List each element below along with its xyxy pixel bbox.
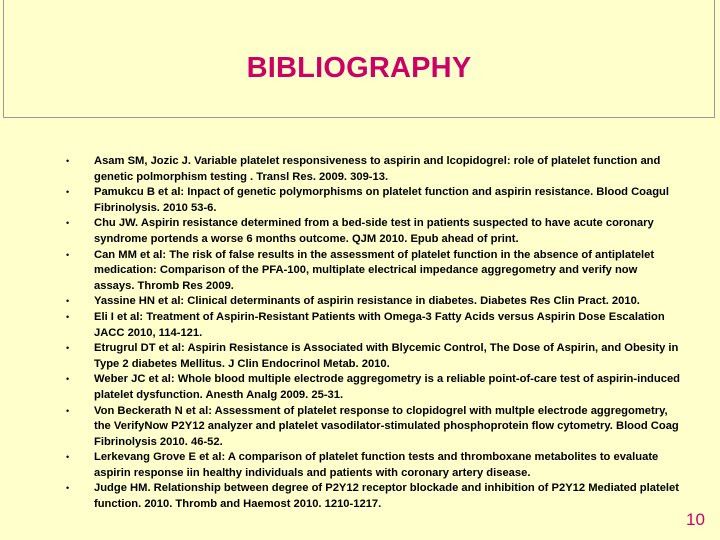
- bullet-icon: •: [66, 483, 70, 494]
- reference-item: [0, 216, 680, 247]
- bullet-icon: •: [66, 249, 70, 260]
- reference-item: [0, 294, 680, 310]
- bullet-icon: •: [66, 296, 70, 307]
- reference-text: Eli I et al: Treatment of Aspirin-Resistant Patients with Omega-3 Fatty Acids versus Aspirin Dose Escalation JACC 2010, 114-121.: [94, 310, 665, 339]
- reference-text: Pamukcu B et al: Inpact of genetic polymorphisms on platelet function and aspirin resistance. Blood Coagul Fibrinolysis. 2010 53-6.: [94, 186, 670, 214]
- bullet-icon: •: [66, 311, 70, 322]
- reference-text: Judge HM. Relationship between degree of P2Y12 receptor blockade and inhibition of P2Y12 Mediated platelet function. 2010. Thromb and Haemost 2010. 1210-1217.: [94, 482, 679, 511]
- reference-item: [0, 154, 680, 185]
- reference-text: Lerkevang Grove E et al: A comparison of platelet function tests and thromboxane metabolites to evaluate aspirin response iin healthy individuals and patients with coronary artery disease.: [94, 451, 659, 479]
- reference-text: Asam SM, Jozic J. Variable platelet responsiveness to aspirin and lcopidogrel: role of platelet function and genetic polmorphism testing . Transl Res. 2009. 309-13.: [94, 155, 661, 183]
- bullet-icon: •: [66, 156, 70, 166]
- reference-text: Yassine HN et al: Clinical determinants of aspirin resistance in diabetes. Diabetes Res Clin Pract. 2010.: [94, 295, 640, 308]
- reference-text: Can MM et al: The risk of false results in the assessment of platelet function in the absence of antiplatelet medication: Comparison of the PFA-100, multiplate electrical impedance aggregometry and verify now assays. Thromb Res 2009.: [94, 248, 655, 292]
- reference-text: Etrugrul DT et al: Aspirin Resistance is Associated with Blycemic Control, The Dose of Aspirin, and Obesity in Type 2 diabetes Mellitus. J Clin Endocrinol Metab. 2010.: [94, 342, 679, 370]
- page-number: 10: [686, 510, 705, 529]
- page-title: BIBLIOGRAPHY: [246, 52, 472, 84]
- bullet-icon: •: [66, 374, 70, 385]
- reference-item: [0, 341, 680, 372]
- reference-item: [0, 372, 680, 403]
- reference-text: Von Beckerath N et al: Assessment of platelet response to clopidogrel with multple electrode aggregometry, the VerifyNow P2Y12 analyzer and platelet vasodilator-stimulated phosphoprotein flow cytometry. Blood Coag Fibrinolysis 2010. 46-52.: [94, 404, 679, 448]
- title-box: [3, 0, 715, 118]
- reference-item: [0, 481, 680, 512]
- bullet-icon: •: [66, 343, 70, 354]
- bullet-icon: •: [66, 405, 70, 416]
- bullet-icon: •: [66, 218, 70, 229]
- bullet-icon: •: [66, 452, 70, 463]
- reference-item: [0, 450, 680, 481]
- reference-list: [0, 154, 680, 513]
- reference-item: [0, 310, 680, 341]
- reference-item: [0, 185, 680, 216]
- reference-item: [0, 248, 680, 295]
- bullet-icon: •: [66, 187, 70, 198]
- reference-text: Weber JC et al: Whole blood multiple electrode aggregometry is a reliable point-of-care test of aspirin-induced platelet dysfunction. Anesth Analg 2009. 25-31.: [94, 373, 680, 401]
- reference-text: Chu JW. Aspirin resistance determined from a bed-side test in patients suspected to have acute coronary syndrome portends a worse 6 months outcome. QJM 2010. Epub ahead of print.: [94, 217, 654, 245]
- reference-item: [0, 404, 680, 451]
